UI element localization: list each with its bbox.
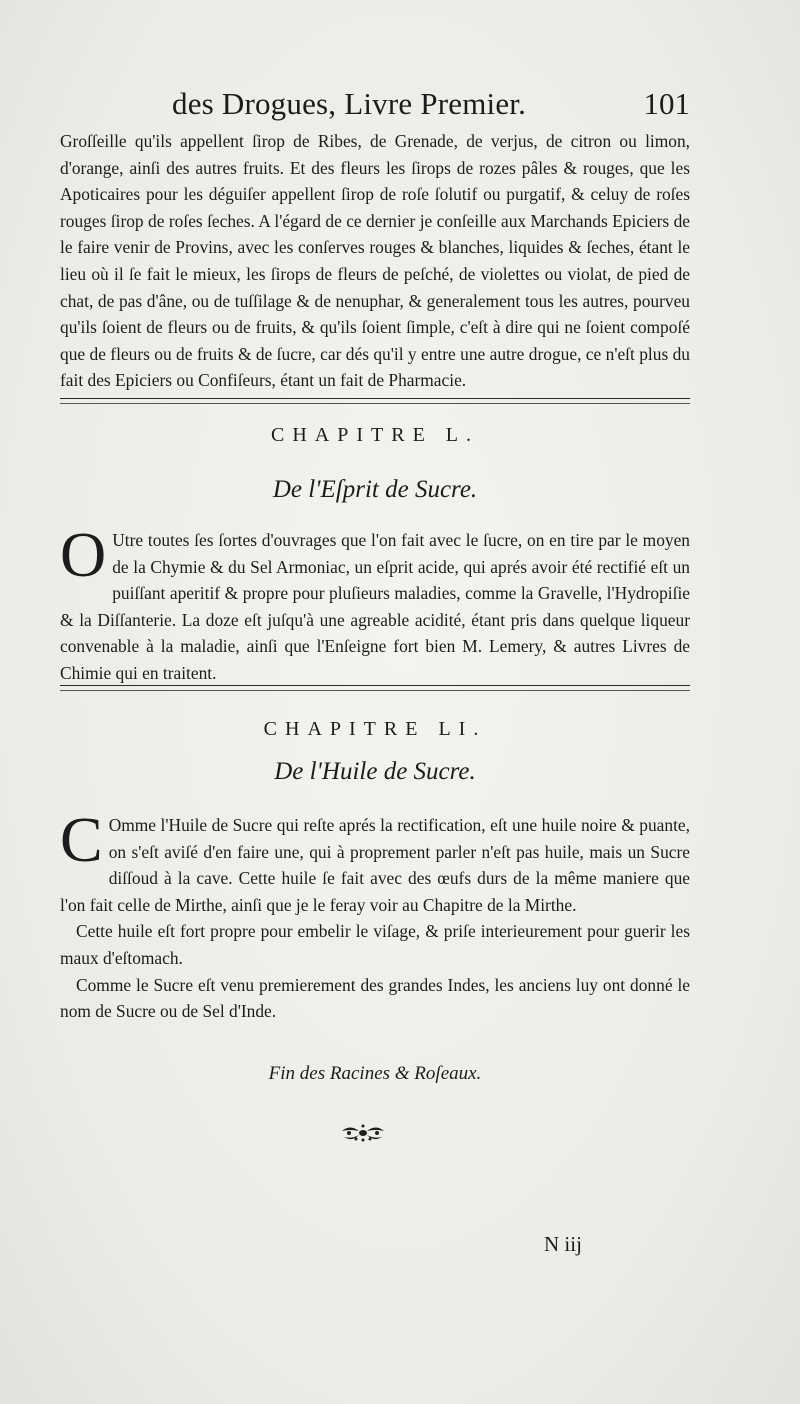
- paragraph-text: Comme le Sucre eſt venu premierement des grandes Indes, les anciens luy ont donné le nom de Sucre ou de Sel d'Inde.: [60, 974, 690, 1022]
- page-number: 101: [643, 86, 690, 121]
- fleuron-ornament-icon: [340, 1122, 386, 1144]
- paragraph-text: Omme l'Huile de Sucre qui reſte aprés la rectification, eſt une huile noire & puante, on s'eſt aviſé d'en faire une, qui à proprement parler n'eſt pas huile, mais un Sucre diſſoud à la cave. Cette huile ſe fait avec des œufs durs de la même maniere que l'on fait celle de Mirthe, ainſi que je le feray voir au Chapitre de la Mirthe.: [60, 815, 690, 915]
- running-title: des Drogues, Livre Premier.: [172, 86, 527, 121]
- opening-paragraph: Groſſeille qu'ils appellent ſirop de Ribes, de Grenade, de verjus, de citron ou limon, d'orange, ainſi des autres fruits. Et des fleurs les ſirops de rozes pâles & rouges, que les Apoticaires pour les déguiſer appellent ſirop de roſe ſolutif ou purgatif, & celuy de roſes rouges ſirop de roſes ſeches. A l'égard de ce dernier je conſeille aux Marchands Epiciers de le faire venir de Provins, avec les conſerves rouges & blanches, liquides & ſeches, étant le lieu où il ſe fait le mieux, les ſirops de fleurs de peſché, de violettes ou violat, de pied de chat, de pas d'âne, ou de tuſſilage & de nenuphar, & generalement tous les autres, pourveu qu'ils ſoient de fleurs ou de fruits, & qu'ils ſoient ſimple, c'eſt à dire qui ne ſoient compoſé que de fleurs ou de fruits & de ſucre, car dés qu'il y entre une autre drogue, ce n'eſt plus du fait des Epiciers ou Confiſeurs, étant un fait de Pharmacie.: [60, 131, 690, 391]
- section-divider: [60, 398, 690, 404]
- chapter-paragraph: [60, 804, 690, 1025]
- page-header: [60, 86, 690, 126]
- drop-cap: O: [60, 519, 107, 590]
- section-divider: [60, 685, 690, 691]
- signature-mark: N iij: [544, 1232, 582, 1256]
- drop-cap: C: [60, 804, 103, 875]
- chapter-title: De l'Eſprit de Sucre.: [272, 476, 478, 503]
- chapter-title: De l'Huile de Sucre.: [274, 758, 476, 785]
- chapter-paragraph: [60, 519, 690, 687]
- chapter-heading: CHAPITRE L.: [271, 424, 479, 446]
- paragraph-text: Utre toutes ſes ſortes d'ouvrages que l'on fait avec le ſucre, on en tire par le moyen de la Chymie & du Sel Armoniac, un eſprit acide, qui aprés avoir été rectifié eſt un puiſſant aperitif & propre pour pluſieurs maladies, comme la Gravelle, l'Hydropiſie & la Diſſanterie. La doze eſt juſqu'à une agreable acidité, étant pris dans quelque liqueur convenable à la maladie, ainſi que l'Enſeigne fort bien M. Lemery, & autres Livres de Chimie qui en traitent.: [60, 530, 690, 683]
- closing-line: Fin des Racines & Roſeaux.: [268, 1063, 482, 1084]
- paragraph-text: Cette huile eſt fort propre pour embelir le viſage, & priſe interieurement pour guerir les maux d'eſtomach.: [60, 921, 690, 968]
- chapter-heading: CHAPITRE LI.: [263, 718, 487, 740]
